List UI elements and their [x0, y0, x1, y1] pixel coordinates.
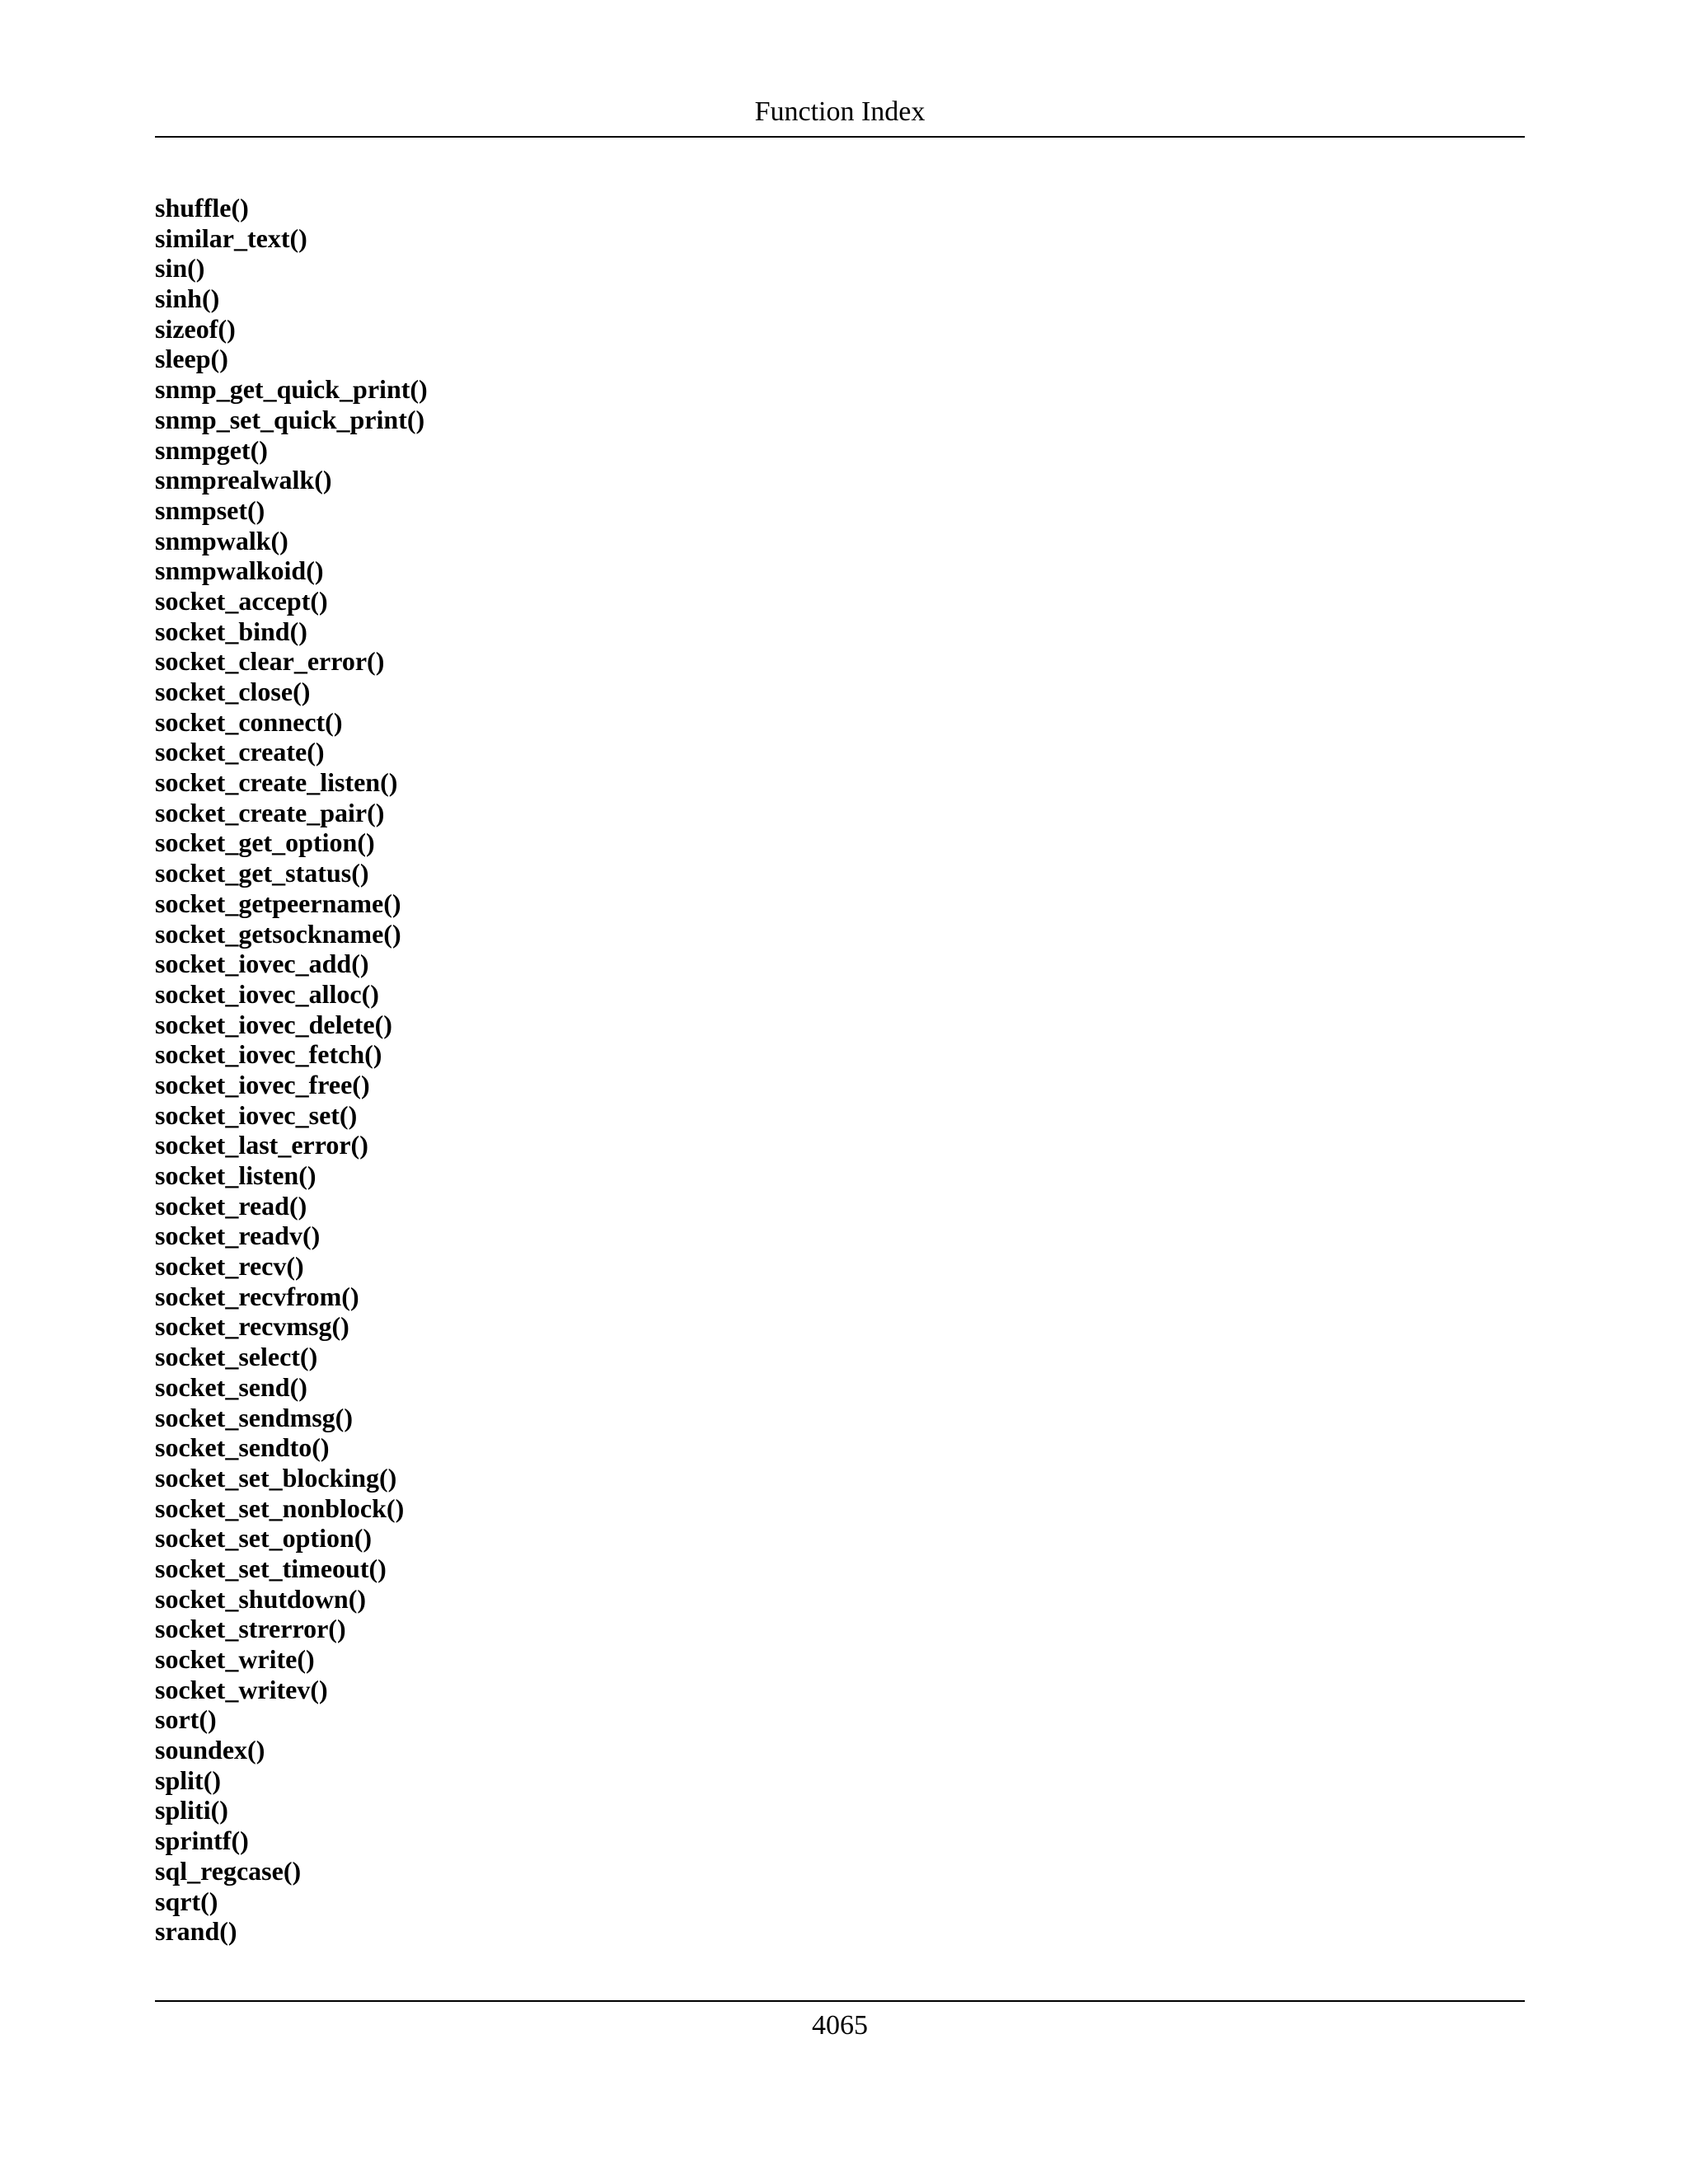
- function-entry: socket_set_nonblock(): [155, 1493, 405, 1523]
- function-entry: split(): [155, 1765, 221, 1795]
- page-header-title: Function Index: [754, 96, 926, 127]
- function-entry: socket_iovec_add(): [155, 949, 369, 979]
- function-entry: sql_regcase(): [155, 1855, 302, 1886]
- page-number: 4065: [812, 2010, 868, 2041]
- function-entry: socket_recv(): [155, 1251, 304, 1282]
- function-entry: snmp_set_quick_print(): [155, 404, 425, 434]
- function-entry: sprintf(): [155, 1825, 249, 1856]
- function-entry: snmpset(): [155, 494, 265, 525]
- function-entry: sin(): [155, 253, 205, 284]
- function-entry: socket_accept(): [155, 585, 328, 616]
- function-entry: socket_sendto(): [155, 1432, 330, 1463]
- function-entry: socket_set_blocking(): [155, 1462, 397, 1493]
- function-entry: socket_iovec_alloc(): [155, 978, 379, 1009]
- function-entry: spliti(): [155, 1795, 228, 1825]
- function-entry: snmpwalkoid(): [155, 555, 324, 586]
- function-entry: socket_read(): [155, 1190, 307, 1221]
- function-entry: sort(): [155, 1704, 217, 1735]
- function-entry: socket_clear_error(): [155, 646, 385, 677]
- function-entry: socket_recvmsg(): [155, 1311, 349, 1342]
- function-entry: socket_write(): [155, 1644, 315, 1674]
- function-entry: socket_last_error(): [155, 1130, 368, 1160]
- function-entry: snmpwalk(): [155, 525, 288, 555]
- function-entry: socket_recvfrom(): [155, 1281, 359, 1311]
- function-entry: socket_get_option(): [155, 827, 375, 858]
- function-entry: socket_sendmsg(): [155, 1402, 353, 1432]
- function-entry: snmp_get_quick_print(): [155, 374, 428, 405]
- function-entry: socket_create(): [155, 737, 325, 767]
- function-entry: socket_strerror(): [155, 1614, 346, 1644]
- function-entry: socket_getpeername(): [155, 888, 401, 918]
- function-entry: socket_iovec_free(): [155, 1069, 370, 1099]
- function-entry: socket_get_status(): [155, 858, 369, 888]
- function-entry: snmpget(): [155, 434, 268, 465]
- function-entry: socket_create_pair(): [155, 797, 385, 827]
- function-entry: socket_set_timeout(): [155, 1553, 387, 1583]
- header-divider: [155, 136, 1525, 138]
- function-entry: socket_iovec_set(): [155, 1099, 358, 1130]
- function-entry: srand(): [155, 1916, 237, 1947]
- function-entry: socket_create_listen(): [155, 767, 398, 798]
- function-entry: similar_text(): [155, 223, 307, 253]
- function-entry: socket_set_option(): [155, 1523, 373, 1554]
- function-entry: shuffle(): [155, 193, 249, 223]
- function-entry: socket_shutdown(): [155, 1583, 367, 1614]
- function-entry: sizeof(): [155, 313, 236, 344]
- function-entry: socket_bind(): [155, 616, 307, 646]
- function-entry: socket_connect(): [155, 706, 343, 737]
- function-entry: socket_iovec_delete(): [155, 1009, 392, 1039]
- function-entry: socket_select(): [155, 1342, 318, 1372]
- function-entry: socket_iovec_fetch(): [155, 1039, 382, 1070]
- function-entry: snmprealwalk(): [155, 465, 332, 495]
- function-entry: socket_writev(): [155, 1674, 328, 1704]
- function-entry: sqrt(): [155, 1886, 218, 1916]
- function-entry: socket_getsockname(): [155, 918, 401, 949]
- function-entry: sleep(): [155, 344, 228, 374]
- function-entry: socket_close(): [155, 677, 311, 706]
- function-entry: soundex(): [155, 1735, 265, 1765]
- function-index-list: [155, 193, 428, 1947]
- function-entry: socket_readv(): [155, 1221, 321, 1251]
- function-entry: socket_listen(): [155, 1160, 316, 1190]
- function-entry: socket_send(): [155, 1371, 307, 1402]
- function-entry: sinh(): [155, 284, 220, 314]
